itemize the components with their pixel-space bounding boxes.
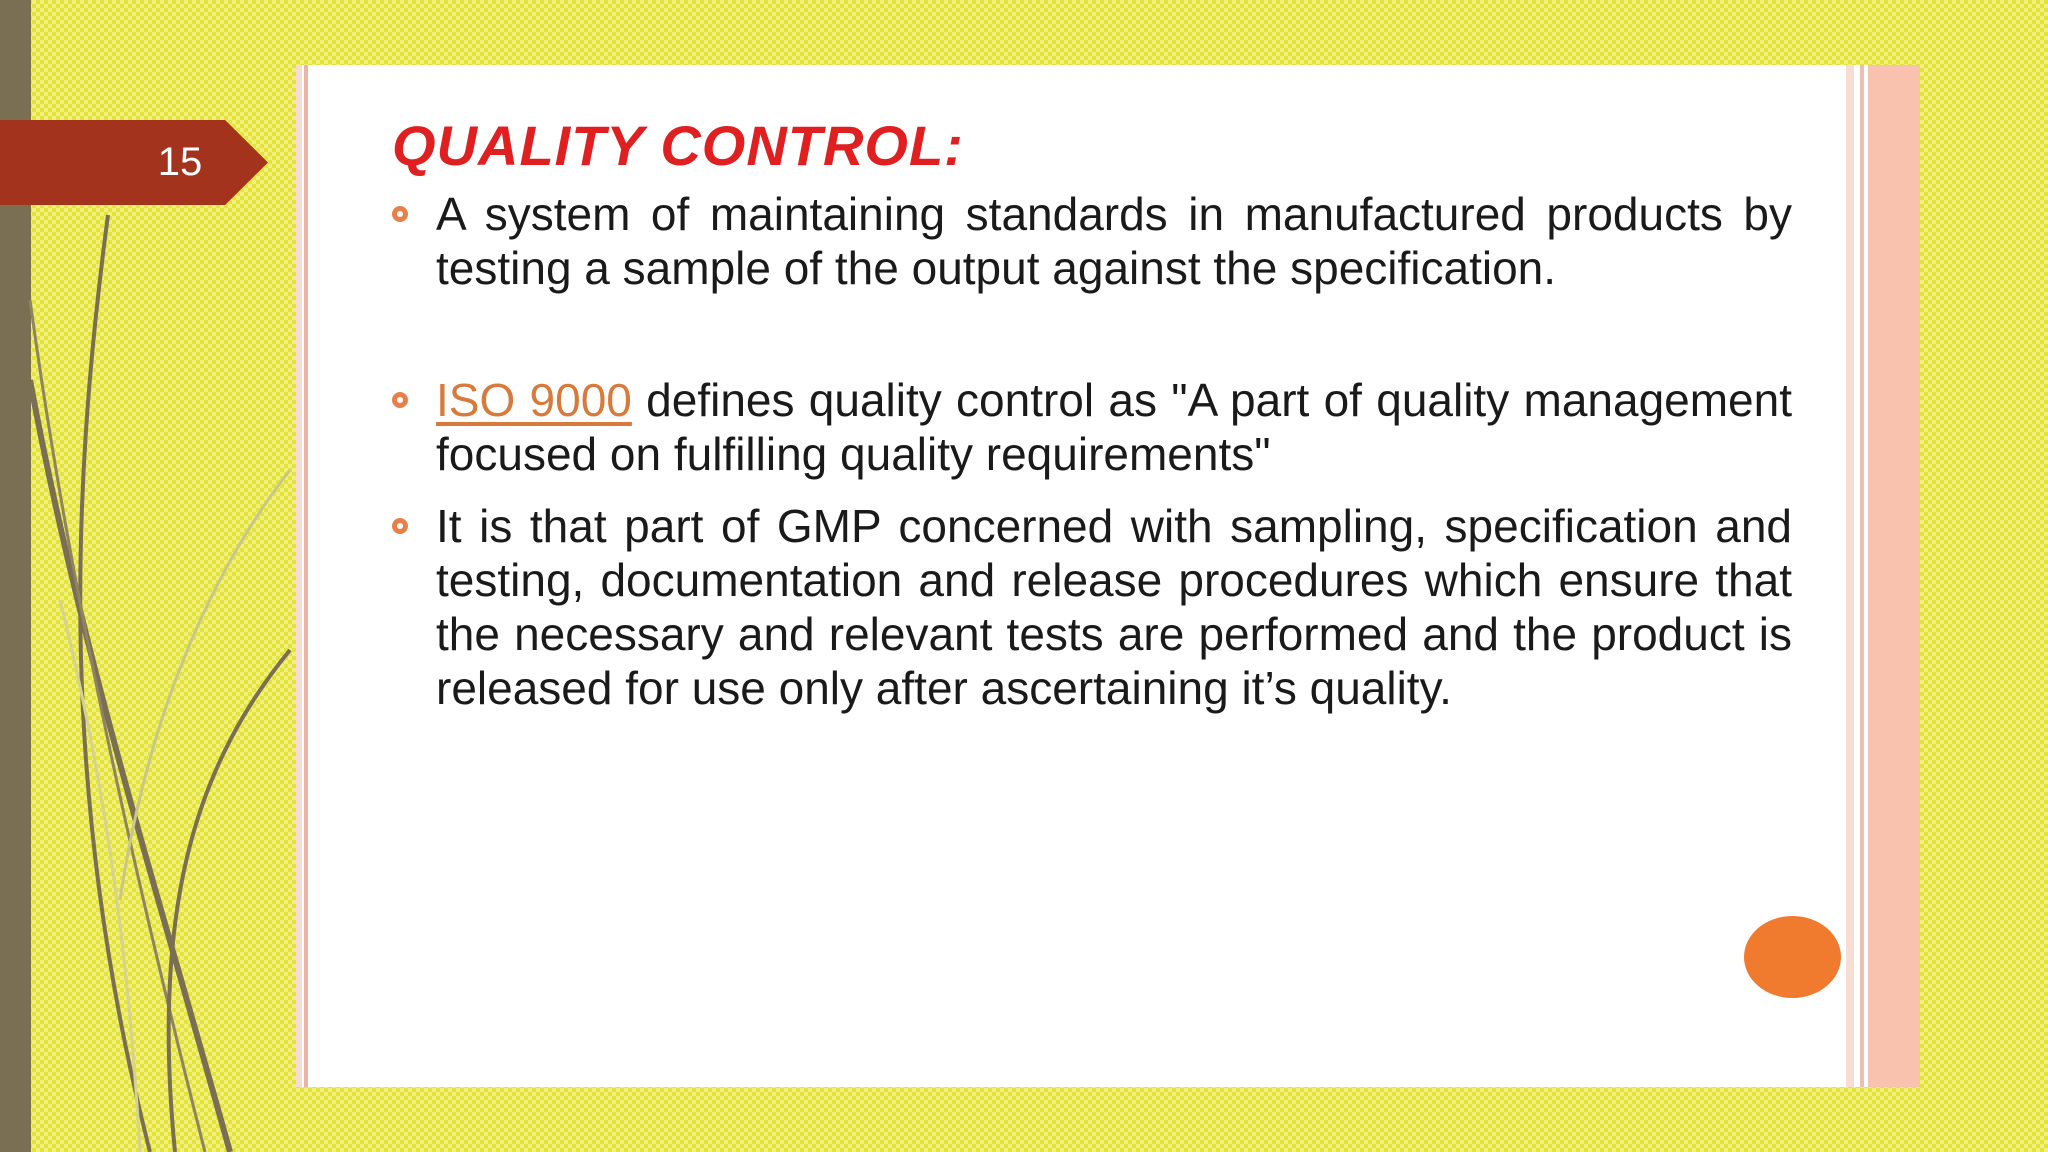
bullet-list: [392, 187, 1792, 715]
bullet-item: [392, 187, 1792, 295]
slide-number-tab: [0, 120, 268, 205]
card-right-border-inner: [1860, 65, 1864, 1087]
card-left-border: [296, 65, 302, 1087]
bullet-text: defines quality control as "A part of quality management focused on fulfilling quality requirements": [436, 374, 1793, 480]
slide-number: 15: [157, 140, 203, 184]
ring-bullet-icon: [392, 392, 408, 408]
bullet-text: A system of maintaining standards in manufactured products by testing a sample of the output against the specification.: [436, 188, 1792, 294]
bullet-text: It is that part of GMP concerned with sampling, specification and testing, documentation and release procedures which ensure that the necessary and relevant tests are performed and the product is released for use only after ascertaining it’s quality.: [436, 500, 1792, 714]
card-right-border: [1846, 65, 1854, 1087]
content-card: [296, 65, 1920, 1087]
orange-dot: [1744, 916, 1841, 998]
slide-title: QUALITY CONTROL:: [392, 114, 964, 177]
card-right-band: [1868, 65, 1920, 1087]
bullet-item: [392, 373, 1792, 481]
iso-9000-link[interactable]: ISO 9000: [436, 374, 632, 426]
ring-bullet-icon: [392, 518, 408, 534]
ring-bullet-icon: [392, 206, 408, 222]
bullet-item: [392, 499, 1792, 715]
card-left-border-inner: [304, 65, 308, 1087]
